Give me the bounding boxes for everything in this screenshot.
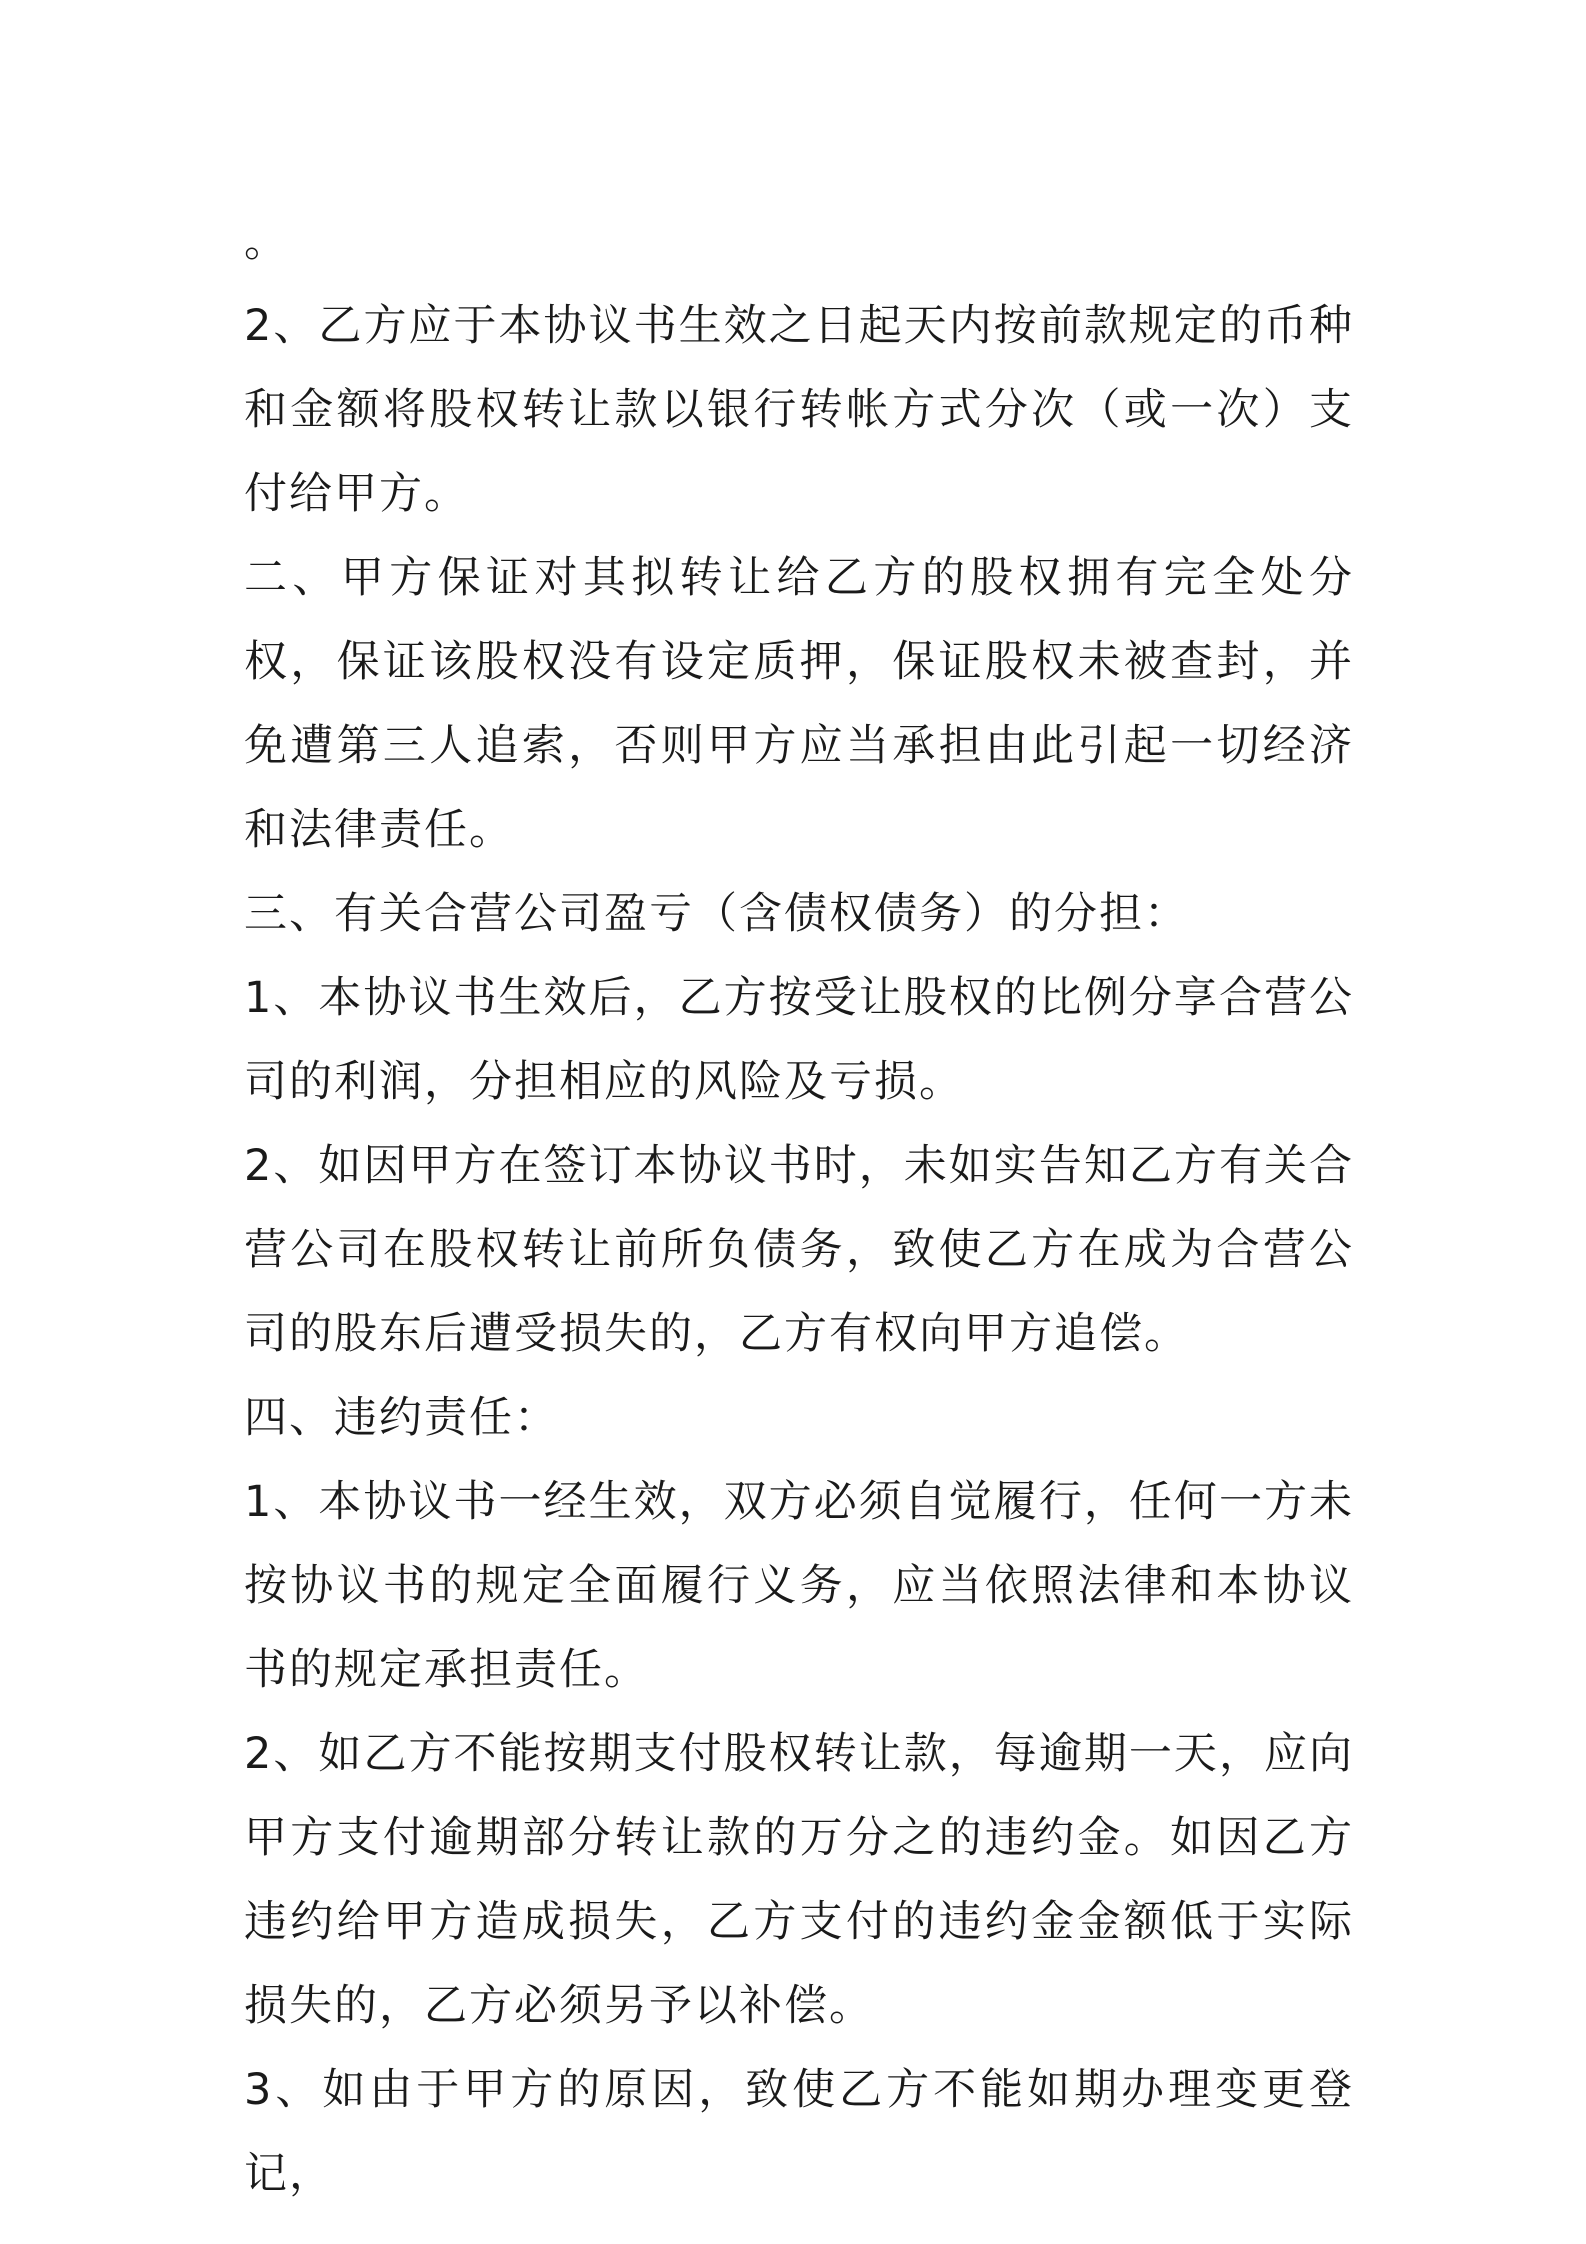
paragraph-section-3-heading: 三、有关合营公司盈亏（含债权债务）的分担： xyxy=(244,889,1189,939)
paragraph-section-4-heading: 四、违约责任： xyxy=(244,1393,559,1443)
paragraph-section-4-item-3: 3、如由于甲方的原因，致使乙方不能如期办理变更登记， xyxy=(244,2065,1354,2199)
paragraph-section-3-item-2: 2、如因甲方在签订本协议书时，未如实告知乙方有关合营公司在股权转让前所负债务，致使乙方在成为合营公司的股东后遭受损失的，乙方有权向甲方追偿。 xyxy=(244,1141,1354,1359)
paragraph-section-2-guarantee: 二、甲方保证对其拟转让给乙方的股权拥有完全处分权，保证该股权没有设定质押，保证股权未被查封，并免遭第三人追索，否则甲方应当承担由此引起一切经济和法律责任。 xyxy=(244,553,1354,855)
paragraph-section-3-item-1: 1、本协议书生效后，乙方按受让股权的比例分享合营公司的利润，分担相应的风险及亏损。 xyxy=(244,973,1354,1107)
paragraph-payment-term: 2、乙方应于本协议书生效之日起天内按前款规定的币种和金额将股权转让款以银行转帐方式分次（或一次）支付给甲方。 xyxy=(244,301,1354,519)
paragraph-section-4-item-2: 2、如乙方不能按期支付股权转让款，每逾期一天，应向甲方支付逾期部分转让款的万分之的违约金。如因乙方违约给甲方造成损失，乙方支付的违约金金额低于实际损失的，乙方必须另予以补偿。 xyxy=(244,1729,1354,2031)
paragraph-trailing-period: 。 xyxy=(244,217,289,267)
document-body xyxy=(244,200,1354,2216)
paragraph-section-4-item-1: 1、本协议书一经生效，双方必须自觉履行，任何一方未按协议书的规定全面履行义务，应当依照法律和本协议书的规定承担责任。 xyxy=(244,1477,1354,1695)
